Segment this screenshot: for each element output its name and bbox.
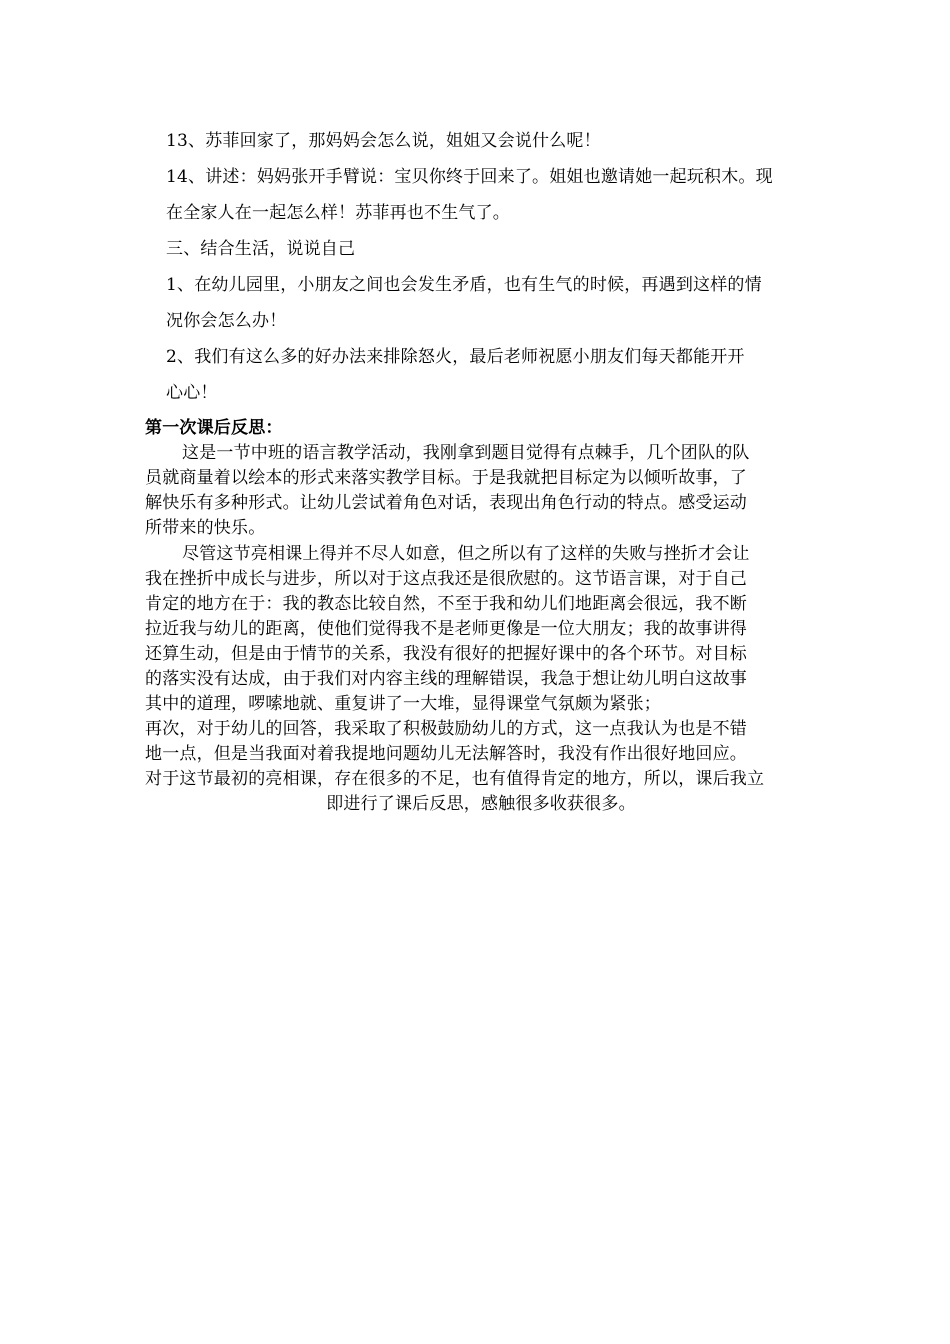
reflection-line: 还算生动，但是由于情节的关系，我没有很好的把握好课中的各个环节。对目标 xyxy=(145,644,747,664)
reflection-line-last: 即进行了课后反思，感触很多收获很多。 xyxy=(326,794,636,814)
reflection-line: 肯定的地方在于：我的教态比较自然，不至于我和幼儿们地距离会很远，我不断 xyxy=(145,594,747,614)
reflection-line: 尽管这节亮相课上得并不尽人如意，但之所以有了这样的失败与挫折才会让 xyxy=(182,544,750,564)
section-heading-3: 三、结合生活，说说自己 xyxy=(166,239,356,259)
reflection-line: 我在挫折中成长与进步，所以对于这点我还是很欣慰的。这节语言课，对于自己 xyxy=(145,569,747,589)
reflection-line: 所带来的快乐。 xyxy=(145,518,266,538)
reflection-line: 这是一节中班的语言教学活动，我刚拿到题目觉得有点棘手，几个团队的队 xyxy=(182,443,750,463)
list-item-1: 1、在幼儿园里，小朋友之间也会发生矛盾，也有生气的时候，再遇到这样的情 xyxy=(166,275,762,295)
list-item-13: 13、苏菲回家了，那妈妈会怎么说，姐姐又会说什么呢！ xyxy=(166,131,601,151)
reflection-line: 解快乐有多种形式。让幼儿尝试着角色对话，表现出角色行动的特点。感受运动 xyxy=(145,493,747,513)
list-item-1-cont: 况你会怎么办！ xyxy=(166,311,287,331)
reflection-line: 其中的道理，啰嗦地就、重复讲了一大堆，显得课堂气氛颇为紧张； xyxy=(145,694,661,714)
reflection-heading: 第一次课后反思： xyxy=(145,418,283,438)
reflection-line: 再次，对于幼儿的回答，我采取了积极鼓励幼儿的方式，这一点我认为也是不错 xyxy=(145,719,747,739)
reflection-line: 拉近我与幼儿的距离，使他们觉得我不是老师更像是一位大朋友；我的故事讲得 xyxy=(145,619,747,639)
reflection-line: 员就商量着以绘本的形式来落实教学目标。于是我就把目标定为以倾听故事，了 xyxy=(145,468,747,488)
reflection-line: 对于这节最初的亮相课，存在很多的不足，也有值得肯定的地方，所以，课后我立 xyxy=(145,769,765,789)
reflection-line: 的落实没有达成，由于我们对内容主线的理解错误，我急于想让幼儿明白这故事 xyxy=(145,669,747,689)
list-item-14: 14、讲述：妈妈张开手臂说：宝贝你终于回来了。姐姐也邀请她一起玩积木。现 xyxy=(166,167,773,187)
reflection-line: 地一点，但是当我面对着我提地问题幼儿无法解答时，我没有作出很好地回应。 xyxy=(145,744,747,764)
list-item-14-cont: 在全家人在一起怎么样！苏菲再也不生气了。 xyxy=(166,203,510,223)
list-item-2-cont: 心心！ xyxy=(166,383,218,403)
list-item-2: 2、我们有这么多的好办法来排除怒火，最后老师祝愿小朋友们每天都能开开 xyxy=(166,347,745,367)
